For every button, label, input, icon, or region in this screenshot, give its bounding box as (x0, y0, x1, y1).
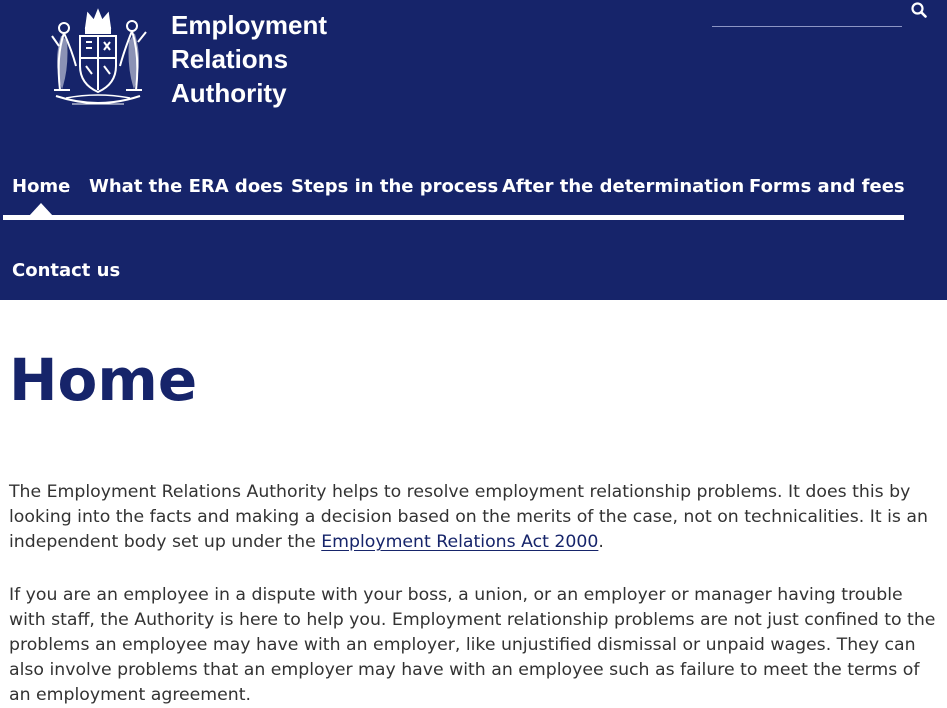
coat-of-arms-icon (42, 6, 154, 108)
nav-item-steps-in-the-process[interactable]: Steps in the process (291, 176, 499, 197)
intro-text: The Employment Relations Authority helps to resolve employment relationship problems. It does this by looking into the facts and making a decision based on the merits of the case, not on technicalities. It is an independent body set up under the (9, 482, 928, 552)
nav-underline (3, 215, 904, 220)
brand-line-3: Authority (171, 78, 287, 108)
intro-text-end: . (598, 532, 604, 552)
search-input[interactable] (712, 0, 902, 27)
employment-relations-act-link[interactable]: Employment Relations Act 2000 (321, 532, 599, 552)
search-icon (911, 2, 927, 18)
brand-line-2: Relations (171, 44, 289, 74)
brand-line-1: Employment (171, 10, 328, 40)
nav-item-what-the-era-does[interactable]: What the ERA does (89, 176, 284, 197)
nav-item-forms-and-fees[interactable]: Forms and fees (749, 176, 905, 197)
nav-item-contact-us[interactable]: Contact us (12, 260, 121, 281)
crest-logo-link[interactable] (42, 6, 154, 108)
search-button[interactable] (908, 0, 930, 22)
site-header (0, 0, 947, 300)
site-brand (171, 8, 327, 110)
search-bar (712, 0, 932, 28)
intro-paragraph (9, 480, 944, 555)
page-title: Home (9, 346, 198, 414)
nav-item-home[interactable]: Home (12, 176, 71, 197)
help-paragraph: If you are an employee in a dispute with your boss, a union, or an employer or manager having trouble with staff, the Authority is here to help you. Employment relationship problems are not just confined to the problems an employee may have with an employer, like unjustified dismissal or unpaid wages. They can also involve problems that an employer may have with an employee such as failure to meet the terms of an employment agreement. (9, 585, 936, 705)
nav-item-after-the-determination[interactable]: After the determination (502, 176, 745, 197)
